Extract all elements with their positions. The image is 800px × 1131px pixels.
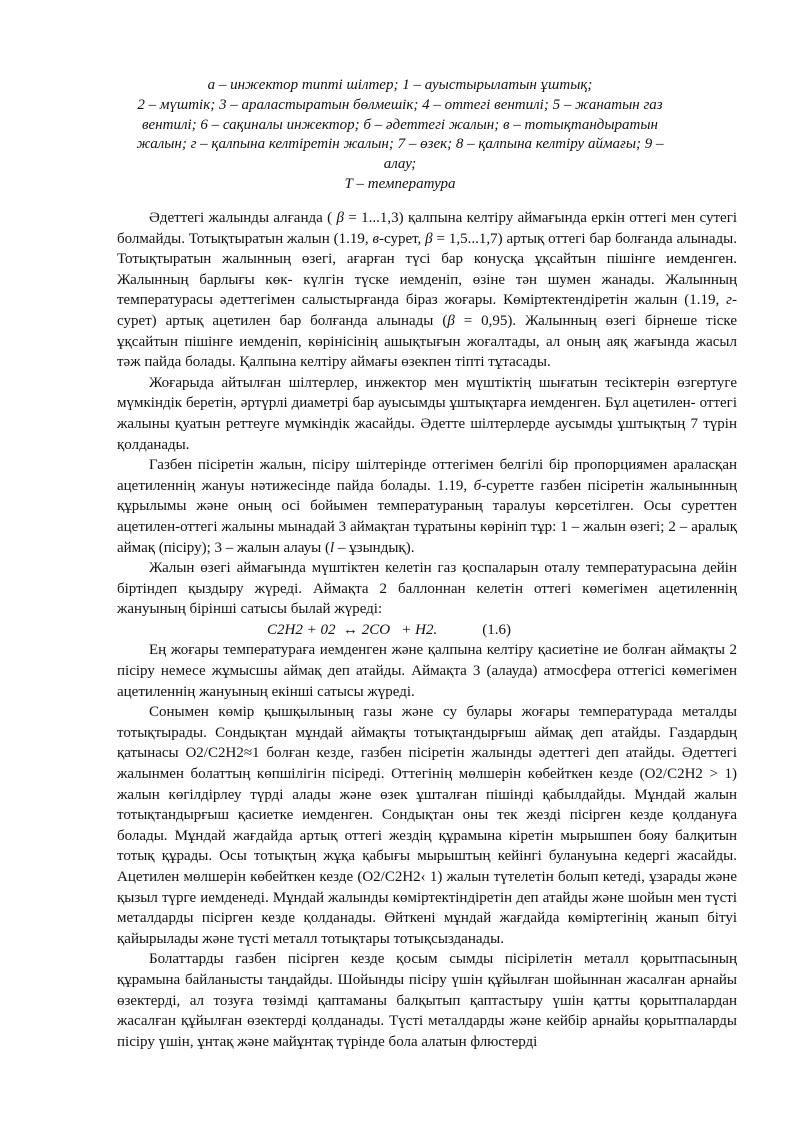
- caption-line: алау;: [383, 156, 417, 173]
- caption-line: а – инжектор типті шілтер; 1 – ауыстырылатын ұштық;: [207, 77, 593, 93]
- paragraph-core-zone: Жалын өзегі аймағында мүштіктен келетін газ қоспаларын оталу температурасына дейін біртіндеп қыздыру жүреді. Аймақта 2 баллоннан келетін оттегі көмегімен ацетиленнің жануының бірінші сатысы былай жүреді:: [117, 560, 737, 618]
- caption-line: Т – температура: [344, 175, 456, 192]
- caption-line: вентилі; 6 – сақиналы инжектор; б – әдеттегі жалын; в – тотықтандыратын: [142, 116, 658, 133]
- equation-number: (1.6): [482, 621, 512, 638]
- paragraph-flame-types: Әдеттегі жалынды алғанда ( β = 1...1,3) қалпына келтіру аймағында еркін оттегі мен сутегі болмайды. Тотықтыратын жалын (1.19, в-сурет, β = 1,5...1,7) артық оттегі бар болғанда алынады. Тотықтыратын жалынның өзегі, ағарған түсі бар конусқа ұқсайтын пішінге иемденген. Жалынның барлығы көк- күлгін түске иемденіп, өзіне тән шумен жанады. Жалынның температурасы әдеттегімен салыстырғанда біраз жоғары. Көміртектендіретін жалын (1.19, г-сурет) артық ацетилен бар болғанда алынады (β = 0,95). Жалынның өзегі бірнеше тіске ұқсайтын пішінге иемденіп, көрінісінің ашықтығын жоғалтады, ал оның аяқ жағында жасыл тәж пайда болады. Қалпына келтіру аймағы өзекпен тіпті тұтасады.: [117, 210, 738, 371]
- body-text: [117, 208, 737, 1052]
- paragraph-flame-zones: Газбен пісіретін жалын, пісіру шілтерінде оттегімен белгілі бір пропорциямен араласқан ацетиленнің жануы нәтижесінде пайда болады. 1.19, б-суретте газбен пісіретін жалынынның құрылымы және оның осі бойымен температураның таралуы көрсетілген. Осы суреттен ацетилен-оттегі жалыны мынадай 3 аймақтан тұратыны көрініп тұр: 1 – жалын өзегі; 2 – аралық аймақ (пісіру); 3 – жалын алауы (l – ұзындық).: [117, 457, 737, 556]
- figure-caption: [120, 76, 680, 195]
- equation: [117, 620, 737, 641]
- caption-line: 2 – мүштік; 3 – араластыратын бөлмешік; 4 – оттегі вентилі; 5 – жанатын газ: [137, 96, 663, 113]
- paragraph-gas-ratio: Сонымен көмір қышқылының газы және су булары жоғары температурада металды тотықтырады. Сондықтан мұндай аймақты тотықтандырғыш аймақ деп атайды. Газдардың қатынасы O2/C2H2≈1 болған кезде, газбен пісіретін жалынды әдеттегі деп атайды. Әдеттегі жалынмен болаттың көпшілігін пісіреді. Оттегінің мөлшерін көбейткен кезде (O2/C2H2 > 1) жалын көгілдірлеу түрді алады және өзек ұшталған пішінді қабылдайды. Мұндай жалын тотықтандырғыш қасиетке иемденген. Сондықтан оны тек жезді пісірген кезде қолдануға болады. Мұндай жағдайда артық оттегі жездің құрамына кіретін мырышпен бояу балқитын тотық құрады. Осы тотықтың жұқа қабығы мырыштың кейінгі булануына кедергі жасайды. Ацетилен мөлшерін көбейткен кезде (O2/C2H2‹ 1) жалын түтелетін болып кетеді, ұзарады және қызыл түрге иемденеді. Мұндай жалынды көміртектіндіретін деп атайды және шойын мен түсті металдарды пісірген кезде қолданады. Өйткені мұндай жағдайда көміртегінің жанып бітуі қайырылады және түсті металл тотықтары тотықсызданады.: [117, 704, 737, 947]
- paragraph-filler-wire: Болаттарды газбен пісірген кезде қосым сымды пісірілетін металл қорытпасының құрамына байланысты таңдайды. Шойынды пісіру үшін құйылған шойыннан жасалған арнайы өзектерді, ал тозуға төзімді қаптаманы балқытып қаптастыру үшін қатты қорытпалардан жасалған құйылған өзектерді қолданады. Түсті металдарды және кейбір арнайы қорытпаларды пісіру үшін, ұнтақ және майұнтақ түрінде бола алатын флюстерді: [117, 951, 737, 1050]
- equation-body: C2H2 + 02 ↔ 2CO + H2.: [267, 621, 438, 638]
- paragraph-torch-tips: Жоғарыда айтылған шілтерлер, инжектор мен мүштіктің шығатын тесіктерін өзгертуге мүмкіндік беретін, әртүрлі диаметрі бар ауысымды ұштықтарға иемденген. Бұл ацетилен- оттегі жалыны қуатын реттеуге мүмкіндік жасайды. Әдетте шілтерлерде аусымды ұштықтың 7 түрін қолданады.: [117, 374, 737, 453]
- paragraph-welding-zone: Ең жоғары температураға иемденген және қалпына келтіру қасиетіне ие болған аймақты 2 пісіру немесе жұмысшы аймақ деп атайды. Аймақта 3 (алауда) атмосфера оттегісі көмегімен ацетиленнің жануының екінші сатысы жүреді.: [117, 642, 737, 700]
- caption-line: жалын; г – қалпына келтіретін жалын; 7 – өзек; 8 – қалпына келтіру аймағы; 9 –: [136, 136, 664, 153]
